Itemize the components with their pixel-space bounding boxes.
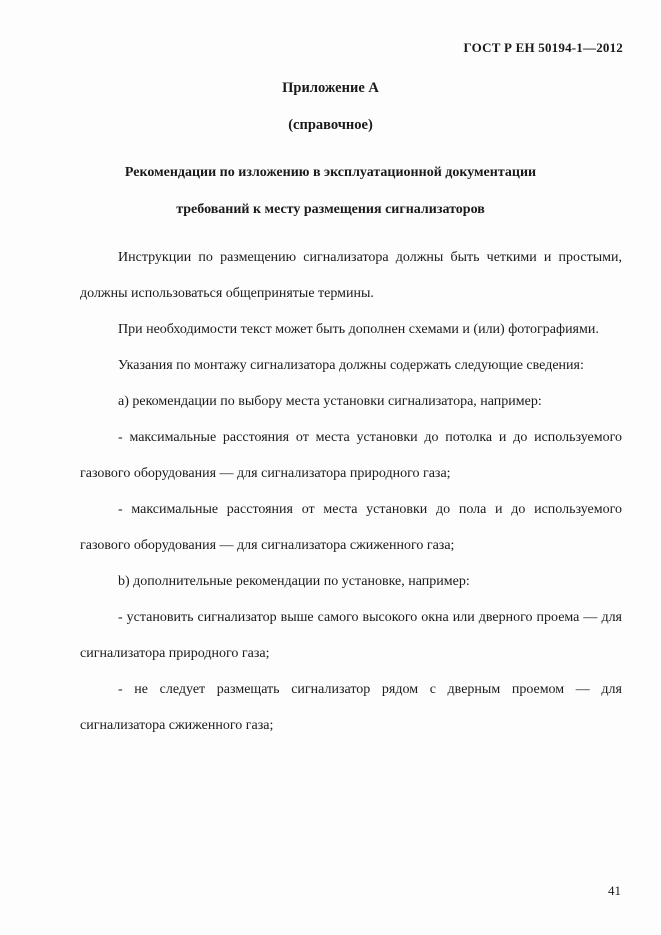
list-item: - максимальные расстояния от места установки до потолка и до используемого газового оборудования — для сигнализатора природного газа; [80, 430, 622, 481]
list-item: - не следует размещать сигнализатор рядом с дверным проемом — для сигнализатора сжиженного газа; [80, 682, 622, 733]
page-number: 41 [608, 883, 621, 898]
section-heading-line-1: Рекомендации по изложению в эксплуатационной документации [124, 165, 537, 180]
paragraph: Указания по монтажу сигнализатора должны содержать следующие сведения: [118, 358, 584, 373]
paragraph: Инструкции по размещению сигнализатора должны быть четкими и простыми, должны использоваться общепринятые термины. [80, 250, 622, 301]
appendix-title: Приложение А [282, 80, 379, 96]
appendix-type: (справочное) [288, 117, 373, 133]
list-item: b) дополнительные рекомендации по установке, например: [118, 574, 470, 589]
paragraph: При необходимости текст может быть дополнен схемами и (или) фотографиями. [118, 322, 599, 337]
section-heading-line-2: требований к месту размещения сигнализаторов [176, 202, 485, 217]
list-item: а) рекомендации по выбору места установки сигнализатора, например: [118, 394, 542, 409]
body-text [80, 240, 622, 744]
list-item: - максимальные расстояния от места установки до пола и до используемого газового оборудования — для сигнализатора сжиженного газа; [80, 502, 622, 553]
list-item: - установить сигнализатор выше самого высокого окна или дверного проема — для сигнализатора природного газа; [80, 610, 622, 661]
document-code: ГОСТ Р ЕН 50194-1—2012 [463, 40, 623, 55]
